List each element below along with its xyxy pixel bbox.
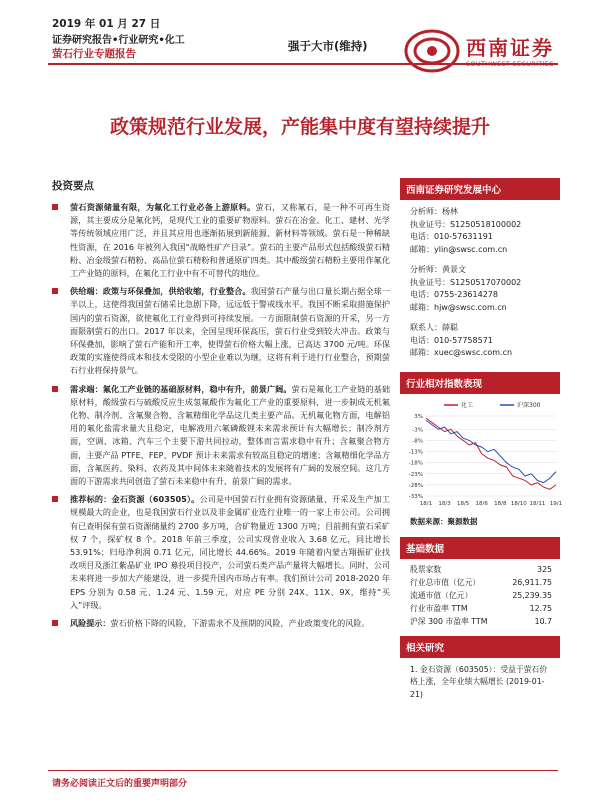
row-label: 行业总市值（亿元） [410, 577, 481, 587]
x-tick-label: 18/10 [510, 500, 527, 507]
series-line-chem [426, 418, 556, 489]
bullet-icon [52, 496, 58, 502]
row-label: 流通市值（亿元） [410, 590, 473, 600]
paragraph-lead: 推荐标的：金石资源（603505）。 [70, 494, 200, 505]
table-row [400, 563, 560, 576]
x-tick-label: 19/1 [549, 500, 563, 507]
analyst-email[interactable]: 邮箱：ylin@swsc.com.cn [410, 244, 508, 254]
bullet-icon [52, 288, 58, 294]
summary-paragraph [52, 201, 390, 280]
chart-source: 数据来源：聚源数据 [410, 516, 478, 526]
table-row [400, 589, 560, 602]
contact-name: 联系人：薛聪 [410, 323, 458, 332]
summary-paragraph [52, 493, 390, 612]
row-label: 行业市盈率 TTM [410, 603, 468, 613]
contact-email[interactable]: 邮箱：xuec@swsc.com.cn [410, 348, 513, 357]
analyst-list [400, 200, 560, 360]
analyst-phone: 电话：0755-23614278 [410, 290, 498, 299]
analyst-license: 执业证号：S1250517070002 [410, 277, 522, 287]
industry-rating: 强于大市(维持) [288, 39, 368, 53]
legend-label: 沪深300 [517, 401, 541, 409]
y-tick-label: 3% [414, 413, 423, 420]
analyst-email[interactable]: 邮箱：hjw@swsc.com.cn [410, 302, 507, 312]
summary-paragraph [52, 383, 390, 489]
y-tick-label: -23% [408, 471, 423, 478]
legend-label: 化工 [461, 401, 474, 409]
paragraph-lead: 风险提示： [70, 618, 111, 629]
y-tick-label: -3% [412, 426, 423, 433]
y-tick-label: -18% [408, 460, 423, 467]
row-value: 26,911.75 [512, 577, 552, 587]
row-value: 10.7 [534, 616, 552, 626]
paragraph-lead: 萤石资源储量有限，为氟化工行业必备上游原料。 [70, 202, 256, 212]
logo-text-cn: 西南证券 [466, 36, 554, 60]
table-row [400, 615, 560, 628]
footer-divider [48, 770, 558, 771]
table-row [400, 576, 560, 589]
bullet-icon [52, 620, 58, 626]
bullet-icon [52, 386, 58, 392]
paragraph-lead: 需求端：氟化工产业链的基础原材料，稳中有升，前景广阔。 [70, 383, 292, 394]
basic-data-title: 基础数据 [400, 537, 560, 559]
analyst-name: 分析师：杨林 [410, 207, 458, 216]
footer-disclaimer: 请务必阅读正文后的重要声明部分 [52, 779, 188, 789]
y-tick-label: -8% [412, 437, 423, 444]
row-label: 沪深 300 市盈率 TTM [410, 616, 488, 626]
summary-paragraph [52, 617, 390, 630]
analyst-license: 执业证号：S1250518100002 [410, 219, 522, 229]
header-divider [48, 63, 558, 65]
paragraph-text: 萤石价格下降的风险，下游需求不及预期的风险，产业政策变化的风险。 [110, 618, 370, 629]
analyst-name: 分析师：黄景文 [410, 265, 466, 274]
index-chart-title: 行业相对指数表现 [400, 372, 560, 394]
row-value: 25,239.35 [512, 590, 552, 600]
x-tick-label: 18/6 [475, 500, 488, 507]
company-logo [404, 28, 564, 78]
summary-title: 投资要点 [52, 180, 94, 192]
x-tick-label: 18/1 [419, 500, 433, 507]
table-row [400, 602, 560, 615]
bullet-icon [52, 204, 58, 210]
analyst-section-title: 西南证券研究发展中心 [400, 178, 560, 200]
y-tick-label: -33% [408, 493, 423, 500]
x-tick-label: 18/8 [494, 500, 507, 507]
row-value: 12.75 [529, 603, 552, 613]
paragraph-text: 我国萤石产量与出口量长期占据全球一半以上，这使得我国萤石储采比急剧下降，远远低于警戒线水平。我国不断采取措施保护国内的萤石资源，欲使氟化工行业得到可持续发展。一方面限制萤石资源的开采，另一方面限制萤石的出口。2017 年以来，全国呈现环保高压，萤石行业受到较大冲击。政策与环保叠加，影响了萤石产能和开工率，使得萤石价格大幅上涨，已高达 3700 元/吨。环保政策的实施使得成本和技术受限的小型企业难以为继，这将有利于进行行业整合，预期萤石行业将保持景气。 [70, 286, 390, 376]
report-date: 2019 年 01 月 27 日 [52, 18, 161, 30]
analyst-phone: 电话：010-57631191 [410, 232, 493, 241]
paragraph-text: 萤石，又称氟石，是一种不可再生资源，其主要成分是氟化钙，是现代工业的重要矿物原料。萤石在冶金、化工、建材、光学等传统领域应用广泛，并且其应用也逐渐拓展到新能源、新材料等领域。萤石是一种稀缺性资源，在 2016 年被列入我国“战略性矿产目录”。萤石的主要产品形式包括酸级萤石精粉、冶金级萤石精粉、高品位萤石精粉和普通原矿四类。其中酸级萤石精粉主要用作氟化工产业链的原料，在氟化工行业中有不可替代的地位。 [70, 202, 390, 279]
contact-phone: 电话：010-57758571 [410, 335, 493, 345]
logo-emblem-icon [404, 28, 460, 74]
basic-data-table [400, 559, 560, 628]
x-tick-label: 18/11 [529, 500, 546, 507]
paragraph-text: 公司是中国萤石行业拥有资源储量、开采及生产加工规模最大的企业，也是我国萤石行业以及非金属矿业选行业唯一的一家上市公司。公司拥有已查明保有萤石资源储量约 2700 多万吨，合矿物量近 1300 万吨；目前拥有萤石采矿权 7 个，探矿权 8 个。2018 年前三季度，公司实现营业收入 3.68 亿元，同比增长 53.91%；归母净利润 0.71 亿元，同比增长 44.66%。2019 年随着内蒙古翔振矿业找改项目及浙江紫晶矿业 IPO 募投项目投产，公司萤石类产品产量将大幅增长。同时，公司未来将进一步加大产能建设，进一步提升国内市场占有率。我们预计公司 2018-2020 年 EPS 分别为 0.58 元、1.24 元、1.59 元，对应 PE 分别 24X、11X、9X，维持“买入”评级。 [70, 494, 390, 610]
x-tick-label: 18/5 [456, 500, 470, 507]
x-tick-label: 18/3 [438, 500, 451, 507]
y-tick-label: -28% [408, 482, 423, 489]
report-category: 证券研究报告•行业研究•化工 [52, 35, 185, 46]
report-topic: 萤石行业专题报告 [52, 48, 136, 60]
sidebar [400, 178, 563, 701]
y-tick-label: -13% [408, 449, 423, 456]
summary-paragraph [52, 285, 390, 377]
related-research-title: 相关研究 [400, 636, 560, 658]
report-title: 政策规范行业发展，产能集中度有望持续提升 [109, 116, 490, 138]
index-chart [402, 398, 563, 510]
paragraph-lead: 供给端：政策与环保叠加，供给收缩，行业整合。 [70, 286, 251, 297]
paragraph-text: 萤石是氟化工产业链的基础原材料，酸级萤石与硫酸反应生成氢氟酸作为氟化工产业的重要原料，进一步制成无机氟化物、制冷剂、含氟聚合物、含氟精细化学品这几类主要产品。无机氟化物方面，电解铝用的氟化盐需求量大且稳定，电解液用六氟磷酸锂未来需求预计有大幅增长；制冷剂方面，空调、冰箱、汽车三个主要下游共同拉动，整体而言需求稳中有升；含氟聚合物方面，主要产品 PTFE、FEP、PVDF 预计未来需求有较高且稳定的增速；含氟精细化学品方面，含氟医药、染料、农药及其中间体未来随着技术的发展将有广阔的发展空间。这几方面的下游需求共同创造了萤石未来稳中有升、前景广阔的需求。 [70, 383, 390, 487]
related-item[interactable]: 1. 金石资源（603505）：受益于萤石价格上涨，全年业绩大幅增长 (2019-01-21) [410, 664, 548, 699]
row-value: 325 [537, 564, 552, 574]
investment-summary [52, 178, 390, 635]
row-label: 股票家数 [410, 564, 442, 574]
